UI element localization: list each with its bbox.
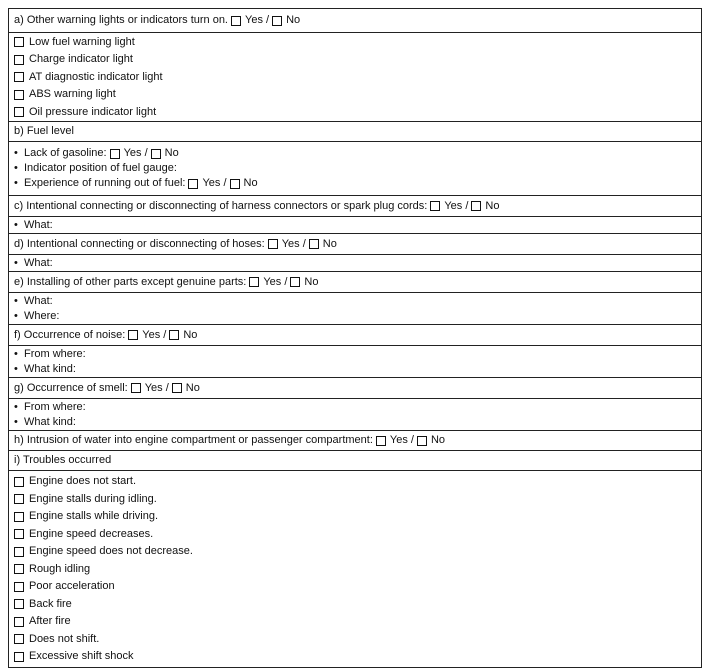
- item-label: Does not shift.: [29, 632, 100, 645]
- no-label: No: [185, 381, 200, 394]
- checkbox-icon[interactable]: [14, 617, 24, 627]
- no-label: No: [243, 177, 258, 189]
- item-label: Rough idling: [29, 562, 91, 575]
- section-h-title: h) Intrusion of water into engine compartment or passenger compartment:: [14, 434, 373, 446]
- bullet-icon: •: [14, 256, 18, 269]
- what-label: What:: [24, 256, 53, 269]
- section-g-header: [9, 377, 701, 398]
- item-label: Back fire: [29, 597, 72, 610]
- list-item[interactable]: [14, 595, 696, 613]
- item-label: Oil pressure indicator light: [29, 105, 157, 118]
- no-label: No: [164, 147, 179, 159]
- yes-label: Yes /: [245, 14, 270, 26]
- section-i-header: [9, 450, 701, 470]
- list-item[interactable]: [14, 630, 696, 648]
- yes-label: Yes /: [281, 237, 306, 250]
- section-f-title: f) Occurrence of noise:: [14, 328, 126, 341]
- no-label: No: [322, 237, 337, 250]
- checkbox-icon[interactable]: [151, 149, 161, 159]
- bullet-icon: •: [14, 309, 18, 322]
- fuel-gauge-position-label: Indicator position of fuel gauge:: [24, 162, 177, 174]
- yes-label: Yes /: [444, 199, 469, 212]
- no-label: No: [430, 434, 446, 446]
- checkbox-icon[interactable]: [14, 529, 24, 539]
- section-a-header: [9, 9, 701, 32]
- item-label: After fire: [29, 615, 71, 627]
- bullet-icon: •: [14, 362, 18, 375]
- section-f-header: [9, 324, 701, 345]
- checkbox-icon[interactable]: [230, 179, 240, 189]
- bullet-icon: •: [14, 400, 18, 413]
- list-item[interactable]: [14, 473, 696, 491]
- lack-of-gasoline-label: Lack of gasoline:: [24, 147, 107, 159]
- checkbox-icon[interactable]: [14, 564, 24, 574]
- section-c-header: [9, 195, 701, 216]
- yes-label: Yes /: [202, 177, 227, 189]
- ran-out-of-fuel-label: Experience of running out of fuel:: [24, 177, 186, 189]
- checkbox-icon[interactable]: [188, 179, 198, 189]
- list-item[interactable]: [14, 525, 696, 543]
- checkbox-icon[interactable]: [14, 90, 24, 100]
- checkbox-icon[interactable]: [14, 107, 24, 117]
- no-label: No: [485, 199, 500, 212]
- from-where-label: From where:: [24, 347, 86, 360]
- checkbox-icon[interactable]: [128, 330, 138, 340]
- checkbox-icon[interactable]: [14, 477, 24, 487]
- bullet-icon: •: [14, 347, 18, 360]
- checkbox-icon[interactable]: [14, 55, 24, 65]
- no-label: No: [286, 14, 301, 26]
- yes-label: Yes /: [263, 275, 288, 288]
- yes-label: Yes /: [123, 147, 148, 159]
- section-h-header: [9, 430, 701, 450]
- list-item[interactable]: [14, 578, 696, 596]
- checkbox-icon[interactable]: [430, 201, 440, 211]
- item-label: Engine stalls during idling.: [29, 492, 157, 505]
- bullet-icon: •: [14, 177, 18, 189]
- checkbox-icon[interactable]: [14, 512, 24, 522]
- section-c-details: [9, 216, 701, 233]
- list-item[interactable]: [14, 508, 696, 526]
- checkbox-icon[interactable]: [14, 582, 24, 592]
- section-d-title: d) Intentional connecting or disconnecting of hoses:: [14, 237, 265, 250]
- checkbox-icon[interactable]: [249, 277, 259, 287]
- no-label: No: [304, 275, 319, 288]
- section-g-details: [9, 398, 701, 430]
- checkbox-icon[interactable]: [172, 383, 182, 393]
- item-label: Poor acceleration: [29, 580, 115, 592]
- checkbox-icon[interactable]: [376, 436, 386, 446]
- section-d-header: [9, 233, 701, 254]
- checkbox-icon[interactable]: [14, 37, 24, 47]
- checkbox-icon[interactable]: [14, 634, 24, 644]
- bullet-icon: •: [14, 162, 18, 174]
- list-item[interactable]: [14, 86, 696, 104]
- list-item[interactable]: [14, 543, 696, 561]
- checkbox-icon[interactable]: [14, 652, 24, 662]
- section-e-details: [9, 292, 701, 324]
- item-label: Engine speed does not decrease.: [29, 545, 193, 557]
- no-label: No: [183, 328, 198, 341]
- checkbox-icon[interactable]: [169, 330, 179, 340]
- from-where-label: From where:: [24, 400, 86, 413]
- section-d-details: [9, 254, 701, 271]
- what-label: What:: [24, 294, 53, 307]
- checkbox-icon[interactable]: [110, 149, 120, 159]
- checkbox-icon[interactable]: [14, 599, 24, 609]
- section-a-items: [9, 32, 701, 121]
- section-c-title: c) Intentional connecting or disconnecting of harness connectors or spark plug cords:: [14, 199, 428, 212]
- list-item[interactable]: [14, 490, 696, 508]
- section-g-title: g) Occurrence of smell:: [14, 381, 128, 394]
- item-label: Engine speed decreases.: [29, 527, 154, 540]
- trouble-checklist-form: [8, 8, 702, 668]
- item-label: AT diagnostic indicator light: [29, 70, 163, 83]
- checkbox-icon[interactable]: [268, 239, 278, 249]
- list-item[interactable]: [14, 103, 696, 121]
- bullet-icon: •: [14, 415, 18, 428]
- what-kind-label: What kind:: [24, 362, 76, 375]
- section-b-items: [9, 141, 701, 195]
- checkbox-icon[interactable]: [14, 72, 24, 82]
- bullet-icon: •: [14, 218, 18, 231]
- checkbox-icon[interactable]: [290, 277, 300, 287]
- section-a-title: a) Other warning lights or indicators turn on.: [14, 14, 228, 26]
- checkbox-icon[interactable]: [14, 547, 24, 557]
- bullet-icon: •: [14, 294, 18, 307]
- bullet-icon: •: [14, 147, 18, 159]
- item-label: ABS warning light: [29, 88, 116, 100]
- section-f-details: [9, 345, 701, 377]
- where-label: Where:: [24, 309, 60, 322]
- yes-label: Yes /: [144, 381, 169, 394]
- item-label: Charge indicator light: [29, 53, 133, 65]
- item-label: Engine stalls while driving.: [29, 510, 159, 522]
- checkbox-icon[interactable]: [471, 201, 481, 211]
- checkbox-icon[interactable]: [272, 16, 282, 26]
- list-item[interactable]: [14, 68, 696, 86]
- checkbox-icon[interactable]: [131, 383, 141, 393]
- section-i-title: i) Troubles occurred: [14, 454, 112, 466]
- list-item[interactable]: [14, 51, 696, 69]
- section-b-header: [9, 121, 701, 141]
- checkbox-icon[interactable]: [231, 16, 241, 26]
- what-label: What:: [24, 218, 53, 231]
- checkbox-icon[interactable]: [14, 494, 24, 504]
- yes-label: Yes /: [142, 328, 167, 341]
- section-b-title: b) Fuel level: [14, 125, 74, 137]
- section-i-items: [9, 470, 701, 667]
- list-item[interactable]: [14, 648, 696, 666]
- checkbox-icon[interactable]: [417, 436, 427, 446]
- section-e-header: [9, 271, 701, 292]
- item-label: Engine does not start.: [29, 475, 137, 487]
- what-kind-label: What kind:: [24, 415, 76, 428]
- list-item[interactable]: [14, 613, 696, 631]
- checkbox-icon[interactable]: [309, 239, 319, 249]
- section-e-title: e) Installing of other parts except genuine parts:: [14, 275, 247, 288]
- item-label: Excessive shift shock: [29, 650, 134, 662]
- item-label: Low fuel warning light: [29, 35, 135, 48]
- yes-label: Yes /: [389, 434, 414, 446]
- list-item[interactable]: [14, 560, 696, 578]
- list-item[interactable]: [14, 33, 696, 51]
